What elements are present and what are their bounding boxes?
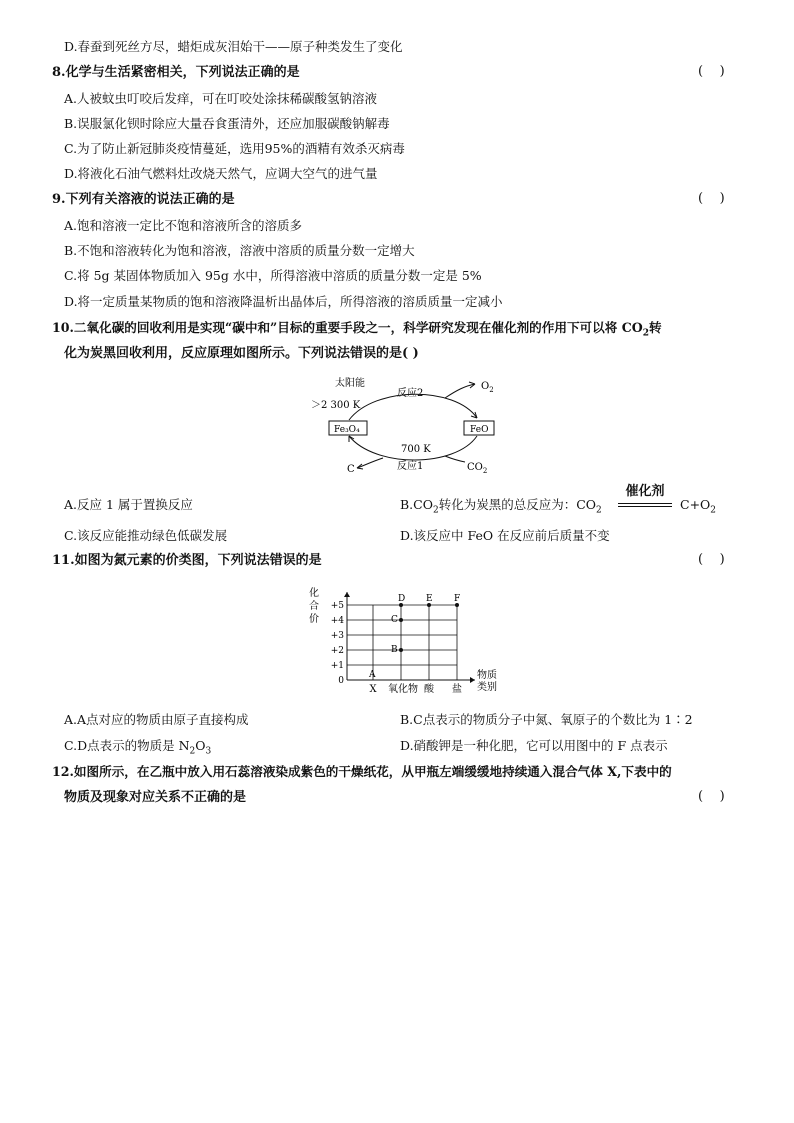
diagram-o2-arrow <box>445 384 475 398</box>
chart-y-tick-label: +2 <box>330 646 344 656</box>
diagram-low-temp-label: 700 K <box>401 444 431 455</box>
q7-option-d: D.春蚕到死丝方尽，蜡炬成灰泪始干——原子种类发生了变化 <box>64 39 403 54</box>
q10-option-b: $B.CO_2$转化为炭黑的总反应为：$CO_2$ <box>400 497 602 516</box>
q10-option-a: A.反应 1 属于置换反应 <box>64 497 193 512</box>
diagram-o2-label: $O_2$ <box>481 381 494 394</box>
q8-option-a: A.人被蚊虫叮咬后发痒，可在叮咬处涂抹稀碳酸氢钠溶液 <box>64 91 378 106</box>
diagram-fe3o4-label: Fe₃O₄ <box>334 425 360 435</box>
chart-x-category-label: X <box>369 684 377 695</box>
chart-points <box>368 594 460 680</box>
chart-x-category-label: 氧化物 <box>388 684 418 695</box>
q11-stem: 11.如图为氮元素的价类图，下列说法错误的是 <box>52 553 322 568</box>
diagram-feo-label: FeO <box>470 425 489 435</box>
q10-option-b-catalyst: 催化剂 <box>618 484 672 507</box>
q11-option-c: C.D点表示的物质是 $N_2O_3$ <box>64 738 212 757</box>
chart-y-tick-label: +3 <box>330 631 344 641</box>
chart-y-tick-label: 0 <box>338 676 344 686</box>
diagram-co2-arrow <box>445 456 465 462</box>
diagram-solar-label: 太阳能 <box>335 378 365 389</box>
equation-double-line <box>618 503 672 507</box>
q11-option-a: A.A点对应的物质由原子直接构成 <box>64 712 249 727</box>
q9-option-a: A.饱和溶液一定比不饱和溶液所含的溶质多 <box>64 218 303 233</box>
q12-stem-line1: 12.如图所示，在乙瓶中放入用石蕊溶液染成紫色的干燥纸花，从甲瓶左端缓缓地持续通入混合气体 X,下表中的 <box>52 764 672 779</box>
q12-stem-line2: 物质及现象对应关系不正确的是 <box>64 790 247 805</box>
q11-answer-paren: ( ) <box>698 552 725 567</box>
chart-x-category-label: 盐 <box>452 684 462 695</box>
diagram-reaction1-label: 反应1 <box>397 461 424 472</box>
q10-stem-line1: 10.二氧化碳的回收利用是实现“碳中和”目标的重要手段之一，科学研究发现在催化剂的作用下可以将 $CO_2$转 <box>52 320 662 339</box>
chart-y-tick-label: +1 <box>330 661 344 671</box>
chart-point-label-F: F <box>454 594 461 604</box>
q12-answer-paren: ( ) <box>698 789 725 804</box>
diagram-c-arrow <box>357 458 383 468</box>
q10-stem-line2: 化为炭黑回收利用，反应原理如图所示。下列说法错误的是( ) <box>64 346 419 361</box>
q8-option-b: B.误服氯化钡时除应大量吞食蛋清外，还应加服碳酸钠解毒 <box>64 116 390 131</box>
diagram-co2-label: $CO_2$ <box>467 462 488 475</box>
chart-xlabel-2: 类别 <box>477 682 497 693</box>
chart-y-tick-label: +4 <box>330 616 344 626</box>
q10-option-c: C.该反应能推动绿色低碳发展 <box>64 528 228 543</box>
chart-point-B <box>399 648 403 652</box>
chart-point-label-A: A <box>369 670 376 680</box>
chart-point-label-E: E <box>426 594 433 604</box>
chart-ylabel-2: 合 <box>309 601 319 612</box>
diagram-high-temp-label: ＞2 300 K <box>311 400 361 411</box>
q10-option-b-products: $C+O_2$ <box>680 497 717 516</box>
q10-reaction-diagram <box>305 372 505 476</box>
chart-point-label-B: B <box>391 645 398 655</box>
chart-x-category-label: 酸 <box>424 684 434 695</box>
q10-option-d: D.该反应中 FeO 在反应前后质量不变 <box>400 528 610 543</box>
q9-option-b: B.不饱和溶液转化为饱和溶液，溶液中溶质的质量分数一定增大 <box>64 243 415 258</box>
q9-stem: 9.下列有关溶液的说法正确的是 <box>52 192 235 207</box>
chart-point-label-C: C <box>391 615 398 625</box>
q9-answer-paren: ( ) <box>698 191 725 206</box>
chart-point-label-D: D <box>398 594 406 604</box>
q11-valence-chart <box>305 582 505 698</box>
q8-answer-paren: ( ) <box>698 64 725 79</box>
chart-ylabel-3: 价 <box>309 614 319 625</box>
chart-xlabel-1: 物质 <box>477 670 497 681</box>
diagram-reaction2-label: 反应2 <box>397 388 424 399</box>
chart-y-tick-label: +5 <box>330 601 344 611</box>
chart-point-C <box>399 618 403 622</box>
q11-option-d: D.硝酸钾是一种化肥，它可以用图中的 F 点表示 <box>400 738 668 753</box>
q9-option-c: C.将 5g 某固体物质加入 95g 水中，所得溶液中溶质的质量分数一定是 5% <box>64 268 482 283</box>
q11-option-b: B.C点表示的物质分子中氮、氧原子的个数比为 1∶2 <box>400 712 693 727</box>
q8-stem: 8.化学与生活紧密相关，下列说法正确的是 <box>52 65 300 80</box>
q9-option-d: D.将一定质量某物质的饱和溶液降温析出晶体后，所得溶液的溶质质量一定减小 <box>64 294 503 309</box>
chart-ylabel-1: 化 <box>309 588 319 599</box>
q8-option-c: C.为了防止新冠肺炎疫情蔓延，选用95%的酒精有效杀灭病毒 <box>64 141 405 156</box>
diagram-c-label: C <box>347 464 355 475</box>
q8-option-d: D.将液化石油气燃料灶改烧天然气，应调大空气的进气量 <box>64 166 378 181</box>
